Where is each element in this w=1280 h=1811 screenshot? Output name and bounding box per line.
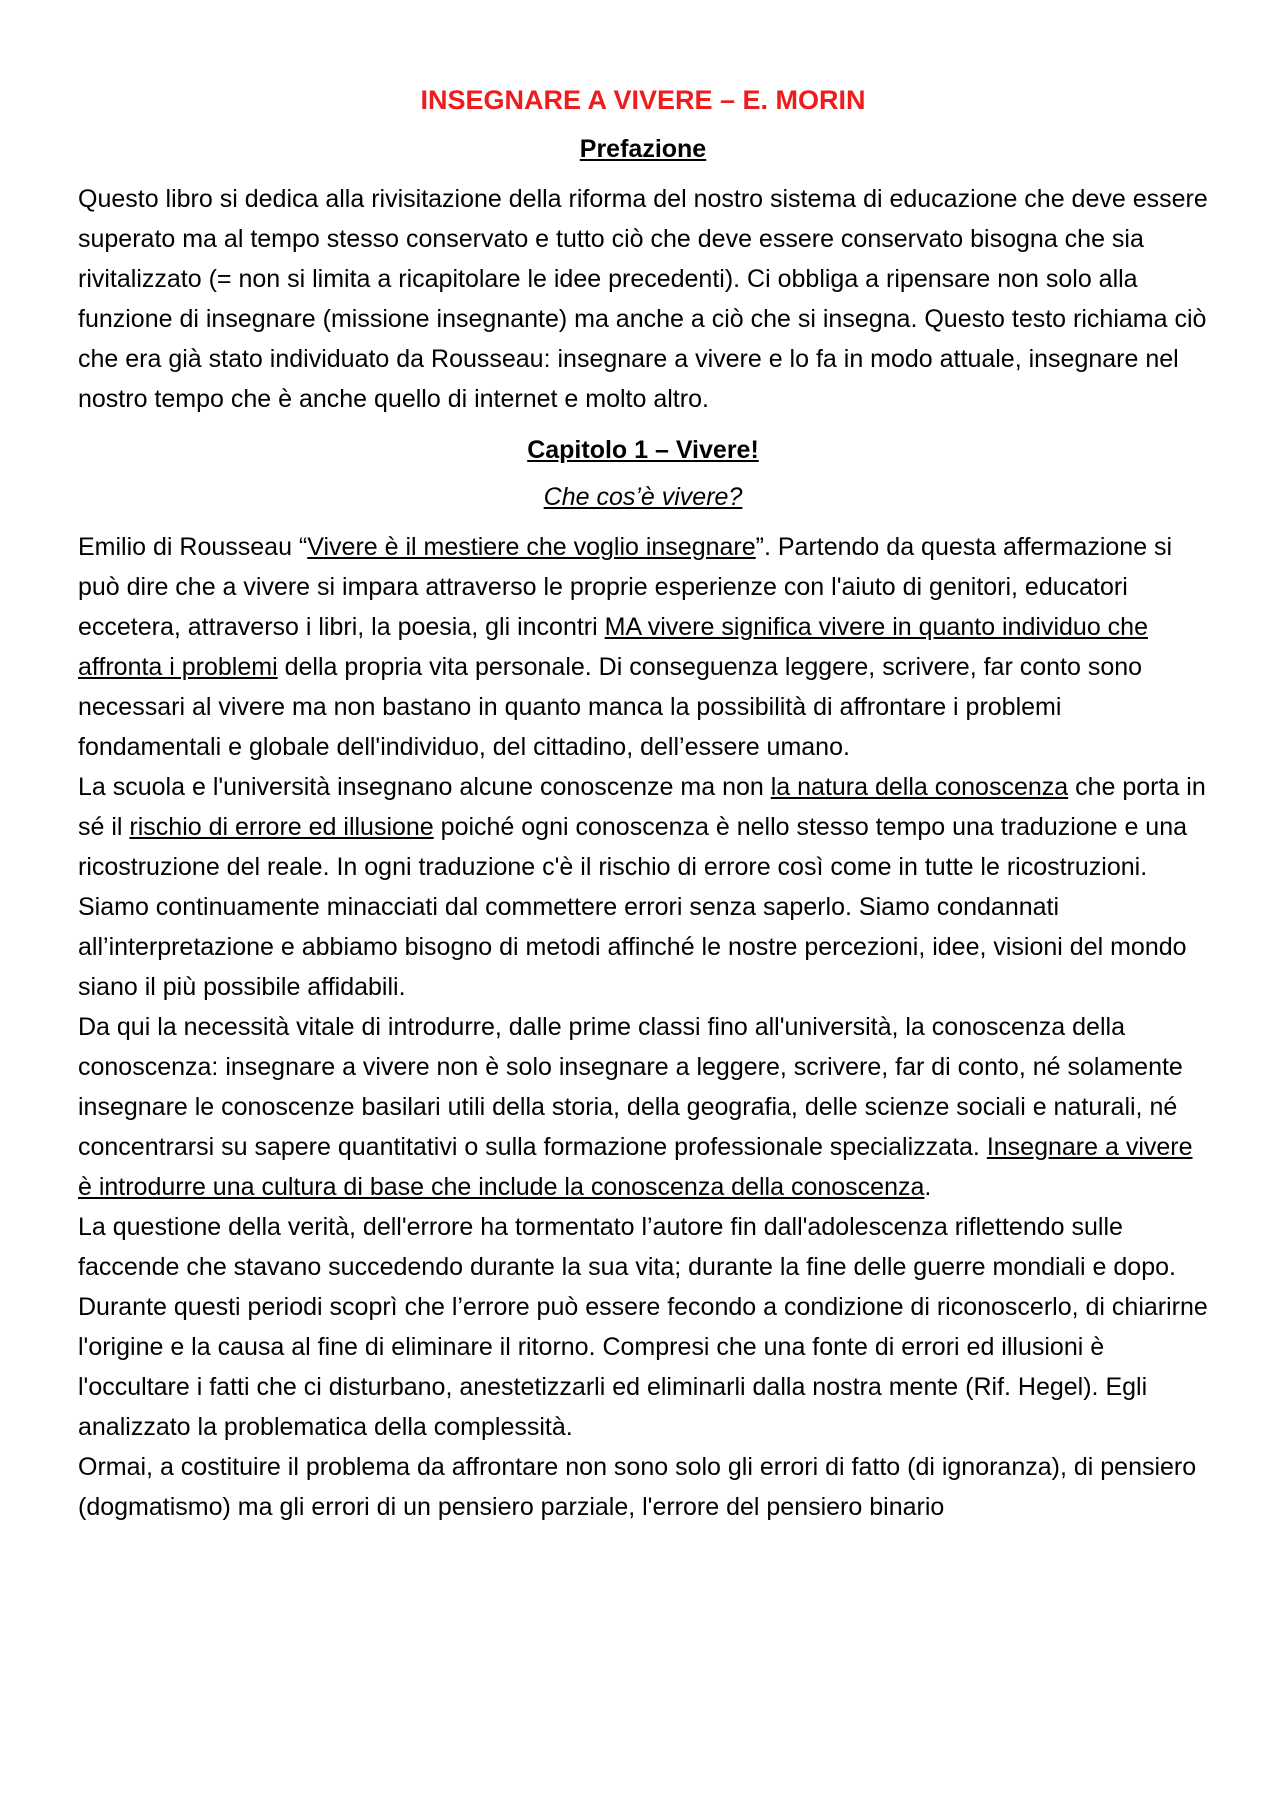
chapter-1-heading: Capitolo 1 – Vivere! [527,436,759,464]
text-run: . [924,1173,932,1201]
chapter-1-paragraph-6: Ormai, a costituire il problema da affrontare non sono solo gli errori di fatto (di ignoranza), di pensiero (dogmatismo) ma gli errori di un pensiero parziale, l'errore del pensiero binario [78,1453,1197,1521]
chapter-1-paragraph-5: Durante questi periodi scoprì che l’errore può essere fecondo a condizione di riconoscerlo, di chiarirne l'origine e la causa al fine di eliminare il ritorno. Compresi che una fonte di errori ed illusioni è l'occultare i fatti che ci disturbano, anestetizzarli ed eliminarli dalla nostra mente (Rif. Hegel). Egli analizzato la problematica della complessità. [78,1293,1208,1441]
underlined-phrase: rischio di errore ed illusione [129,813,434,841]
text-run: Emilio di Rousseau “ [78,533,308,561]
text-run: Da qui la necessità vitale di introdurre, dalle prime classi fino all'università, la conoscenza della conoscenza: insegnare a vivere non è solo insegnare a leggere, scrivere, far di conto, né solamente insegnare le conoscenze basilari utili della storia, della geografia, delle scienze sociali e naturali, né concentrarsi su sapere quantitativi o sulla formazione professionale specializzata. [78,1013,1183,1161]
chapter-1-paragraph-4: La questione della verità, dell'errore ha tormentato l’autore fin dall'adolescenza riflettendo sulle faccende che stavano succedendo durante la sua vita; durante la fine delle guerre mondiali e dopo. [78,1213,1176,1281]
chapter-1-paragraph-1 [78,527,1208,767]
document-page [78,82,1208,1527]
chapter-1-subheading: Che cos’è vivere? [543,483,743,511]
underlined-statement: MA vivere significa vivere in quanto individuo che affronta i problemi [78,613,1148,681]
underlined-phrase: la natura della conoscenza [770,773,1069,801]
preface-heading: Prefazione [579,135,707,163]
document-title: INSEGNARE A VIVERE – E. MORIN [420,85,866,115]
text-run: che porta in sé il [78,773,1206,841]
underlined-quote: Vivere è il mestiere che voglio insegnare [307,533,756,561]
text-run: ”. Partendo da questa affermazione si può dire che a vivere si impara attraverso le proprie esperienze con l'aiuto di genitori, educatori eccetera, attraverso i libri, la poesia, gli incontri [78,533,1173,641]
chapter-1-paragraph-3 [78,1007,1208,1207]
preface-paragraph: Questo libro si dedica alla rivisitazione della riforma del nostro sistema di educazione che deve essere superato ma al tempo stesso conservato e tutto ciò che deve essere conservato bisogna che sia rivitalizzato (= non si limita a ricapitolare le idee precedenti). Ci obbliga a ripensare non solo alla funzione di insegnare (missione insegnante) ma anche a ciò che si insegna. Questo testo richiama ciò che era già stato individuato da Rousseau: insegnare a vivere e lo fa in modo attuale, insegnare nel nostro tempo che è anche quello di internet e molto altro. [78,185,1208,413]
text-run: poiché ogni conoscenza è nello stesso tempo una traduzione e una ricostruzione del reale. In ogni traduzione c'è il rischio di errore così come in tutte le ricostruzioni. Siamo continuamente minacciati dal commettere errori senza saperlo. Siamo condannati all’interpretazione e abbiamo bisogno di metodi affinché le nostre percezioni, idee, visioni del mondo siano il più possibile affidabili. [78,813,1188,1001]
text-run: La scuola e l'università insegnano alcune conoscenze ma non [78,773,771,801]
chapter-1-paragraph-2 [78,767,1208,1007]
text-run: della propria vita personale. Di conseguenza leggere, scrivere, far conto sono necessari al vivere ma non bastano in quanto manca la possibilità di affrontare i problemi fondamentali e globale dell'individuo, del cittadino, dell’essere umano. [78,653,1143,761]
underlined-statement: Insegnare a vivere è introdurre una cultura di base che include la conoscenza della conoscenza [78,1133,1193,1201]
